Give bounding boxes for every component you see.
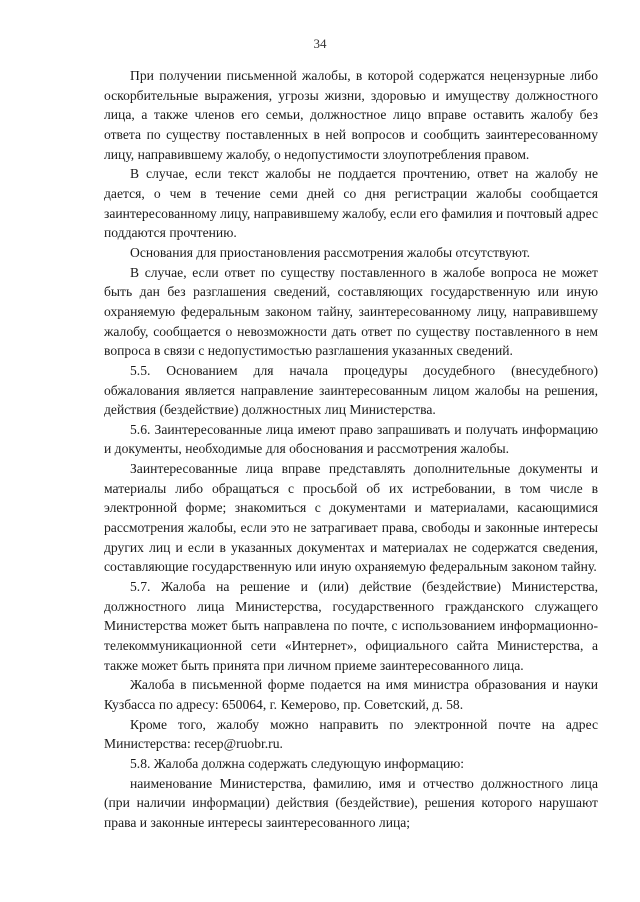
- paragraph: Жалоба в письменной форме подается на имя министра образования и науки Кузбасса по адресу: 650064, г. Кемерово, пр. Советский, д. 58.: [104, 677, 598, 712]
- paragraph: 5.5. Основанием для начала процедуры досудебного (внесудебного) обжалования является направление заинтересованным лицом жалобы на решения, действия (бездействие) должностных лиц Министерства.: [104, 362, 598, 418]
- paragraph: 5.6. Заинтересованные лица имеют право запрашивать и получать информацию и документы, необходимые для обоснования и рассмотрения жалобы.: [104, 421, 598, 457]
- paragraph: Заинтересованные лица вправе представлять дополнительные документы и материалы либо обращаться с просьбой об их истребовании, в том числе в электронной форме; знакомиться с документами и материалами, касающимися рассмотрения жалобы, если это не затрагивает права, свободы и законные интересы других лиц и если в указанных документах и материалах не содержатся сведения, составляющие государственную или иную охраняемую федеральным законом тайну.: [104, 461, 598, 575]
- paragraph: В случае, если ответ по существу поставленного в жалобе вопроса не может быть дан без разглашения сведений, составляющих государственную или иную охраняемую федеральным законом тайну, заинтересованному лицу, направившему жалобу, сообщается о невозможности дать ответ по существу поставленного в нем вопроса в связи с недопустимостью разглашения указанных сведений.: [104, 264, 598, 359]
- paragraph: Основания для приостановления рассмотрения жалобы отсутствуют.: [130, 244, 531, 260]
- paragraph: Кроме того, жалобу можно направить по электронной почте на адрес Министерства: recep@ruobr.ru.: [104, 716, 598, 752]
- paragraph: При получении письменной жалобы, в которой содержатся нецензурные либо оскорбительные выражения, угрозы жизни, здоровью и имуществу должностного лица, а также членов его семьи, должностное лицо вправе оставить жалобу без ответа по существу поставленных в ней вопросов и сообщить заинтересованному лицу, направившему жалобу, о недопустимости злоупотребления правом.: [104, 68, 598, 162]
- body-text: [104, 66, 598, 833]
- page-number: 34: [313, 36, 327, 51]
- paragraph: В случае, если текст жалобы не поддается прочтению, ответ на жалобу не дается, о чем в течение семи дней со дня регистрации жалобы сообщается заинтересованному лицу, направившему жалобу, если его фамилия и почтовый адрес поддаются прочтению.: [104, 166, 598, 241]
- paragraph: наименование Министерства, фамилию, имя и отчество должностного лица (при наличии информации) действия (бездействие), решения которого нарушают права и законные интересы заинтересованного лица;: [104, 775, 598, 830]
- paragraph: 5.8. Жалоба должна содержать следующую информацию:: [130, 755, 465, 771]
- paragraph: 5.7. Жалоба на решение и (или) действие (бездействие) Министерства, должностного лица Министерства, государственного гражданского служащего Министерства может быть направлена по почте, с использованием информационно-телекоммуникационной сети «Интернет», официального сайта Министерства, а также может быть принята при личном приеме заинтересованного лица.: [104, 579, 598, 673]
